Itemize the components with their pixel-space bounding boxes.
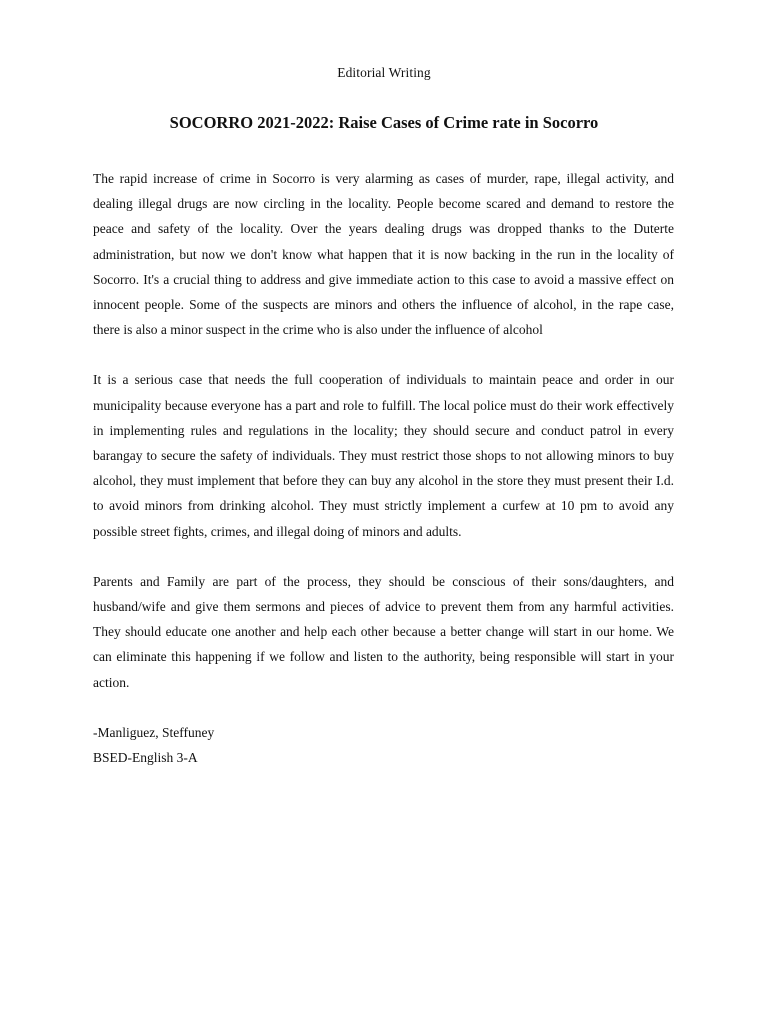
author-course: BSED-English 3-A: [93, 750, 198, 766]
paragraph-2: It is a serious case that needs the full cooperation of individuals to maintain peace and order in our municipality because everyone has a part and role to fulfill. The local police must do their work effectively in implementing rules and regulations in the locality; they should secure and conduct patrol in every barangay to secure the safety of individuals. They must restrict those shops to not allowing minors to buy alcohol, they must implement that before they can buy any alcohol in the store they must present their I.d. to avoid minors from drinking alcohol. They must strictly implement a curfew at 10 pm to avoid any possible street fights, crimes, and illegal doing of minors and adults.: [93, 372, 674, 539]
paragraph-3: Parents and Family are part of the process, they should be conscious of their sons/daughters, and husband/wife and give them sermons and pieces of advice to prevent them from any harmful activities. They should educate one another and help each other because a better change will start in our home. We can eliminate this happening if we follow and listen to the authority, being responsible will start in your action.: [93, 573, 674, 690]
author-name: -Manliguez, Steffuney: [93, 724, 215, 740]
document-title: SOCORRO 2021-2022: Raise Cases of Crime rate in Socorro: [169, 113, 599, 132]
signature-block: [93, 720, 674, 770]
paragraph-1: The rapid increase of crime in Socorro is very alarming as cases of murder, rape, illegal activity, and dealing illegal drugs are now circling in the locality. People become scared and demand to restore the peace and safety of the locality. Over the years dealing drugs was dropped thanks to the Duterte administration, but now we don't know what happen that it is now backing in the run in the locality of Socorro. It's a crucial thing to address and give immediate action to this case to avoid a massive effect on innocent people. Some of the suspects are minors and others the influence of alcohol, in the rape case, there is also a minor suspect in the crime who is also under the influence of alcohol: [93, 171, 674, 338]
document-type-label: Editorial Writing: [337, 65, 431, 80]
document-body: [93, 166, 674, 770]
